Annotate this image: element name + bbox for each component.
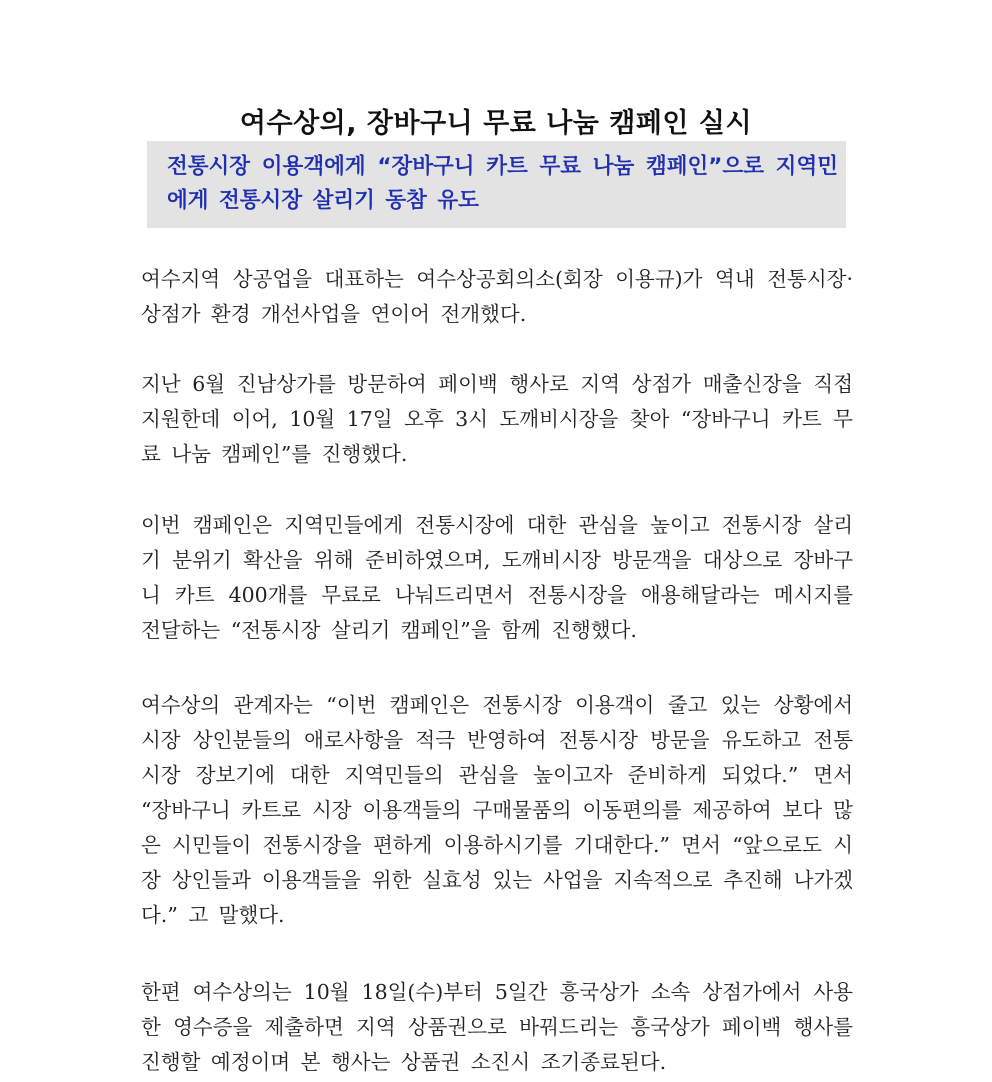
body-paragraph-3: 이번 캠페인은 지역민들에게 전통시장에 대한 관심을 높이고 전통시장 살리기 분위기 확산을 위해 준비하였으며, 도깨비시장 방문객을 대상으로 장바구니 카트 400개를 무료로 나눠드리면서 전통시장을 애용해달라는 메시지를 전달하는 “전통시장 살리기 캠페인”을 함께 진행했다. [141, 513, 853, 642]
body-paragraph-1: 여수지역 상공업을 대표하는 여수상공회의소(회장 이용규)가 역내 전통시장·상점가 환경 개선사업을 연이어 전개했다. [141, 267, 853, 326]
body-paragraph-2: 지난 6월 진남상가를 방문하여 페이백 행사로 지역 상점가 매출신장을 직접 지원한데 이어, 10월 17일 오후 3시 도깨비시장을 찾아 “장바구니 카트 무료 나눔 캠페인”를 진행했다. [141, 372, 853, 466]
article-subtitle: 전통시장 이용객에게 “장바구니 카트 무료 나눔 캠페인”으로 지역민에게 전통시장 살리기 동참 유도 [167, 154, 838, 213]
body-paragraph-5: 한편 여수상의는 10월 18일(수)부터 5일간 흥국상가 소속 상점가에서 사용한 영수증을 제출하면 지역 상품권으로 바꿔드리는 흥국상가 페이백 행사를 진행할 예정이며 본 행사는 상품권 소진시 조기종료된다. [141, 980, 853, 1074]
body-paragraph-4: 여수상의 관계자는 “이번 캠페인은 전통시장 이용객이 줄고 있는 상황에서 시장 상인분들의 애로사항을 적극 반영하여 전통시장 방문을 유도하고 전통시장 장보기에 대한 지역민들의 관심을 높이고자 준비하게 되었다.” 면서 “장바구니 카트로 시장 이용객들의 구매물품의 이동편의를 제공하여 보다 많은 시민들이 전통시장을 편하게 이용하시기를 기대한다.” 면서 “앞으로도 시장 상인들과 이용객들을 위한 실효성 있는 사업을 지속적으로 추진해 나가겠다.” 고 말했다. [141, 693, 853, 927]
article-title: 여수상의, 장바구니 무료 나눔 캠페인 실시 [239, 108, 753, 140]
subtitle-box [147, 141, 846, 228]
